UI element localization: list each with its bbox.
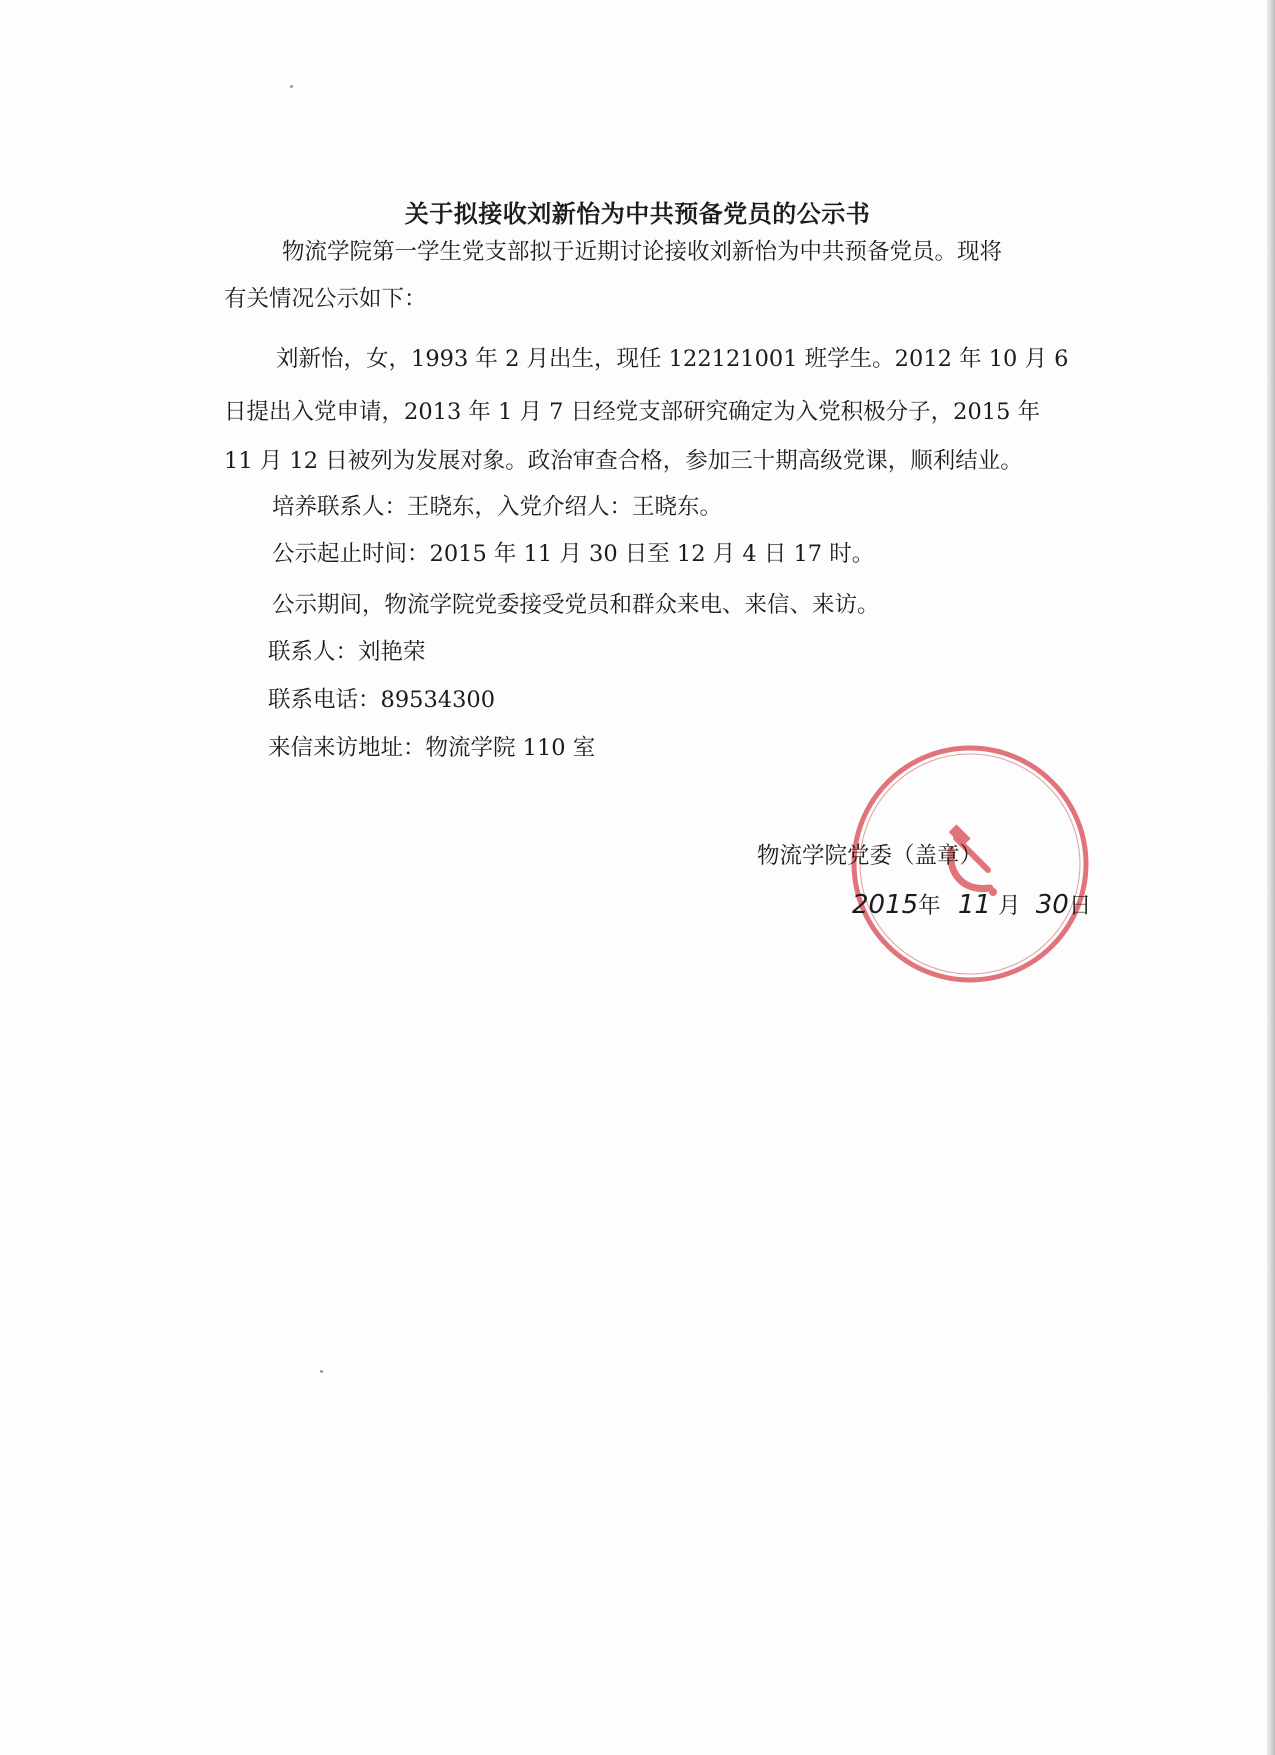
handwritten-day: 30 — [1035, 890, 1069, 920]
contact-address: 来信来访地址：物流学院 110 室 — [268, 735, 596, 761]
body-line-3: 刘新怡，女，1993 年 2 月出生，现任 122121001 班学生。2012 年 10 月 6 — [276, 346, 1069, 372]
month-suffix: 月 — [998, 893, 1021, 919]
document-title: 关于拟接收刘新怡为中共预备党员的公示书 — [404, 199, 871, 228]
contact-phone: 联系电话：89534300 — [268, 687, 496, 713]
body-line-4: 日提出入党申请，2013 年 1 月 7 日经党支部研究确定为入党积极分子，2015 年 — [224, 399, 1041, 425]
handwritten-month: 11 — [957, 890, 991, 920]
contact-person: 联系人：刘艳荣 — [268, 639, 426, 665]
body-line-1: 物流学院第一学生党支部拟于近期讨论接收刘新怡为中共预备党员。现将 — [282, 239, 1003, 265]
body-line-period: 公示起止时间：2015 年 11 月 30 日至 12 月 4 日 17 时。 — [272, 541, 875, 567]
body-line-feedback: 公示期间，物流学院党委接受党员和群众来电、来信、来访。 — [272, 592, 880, 618]
day-suffix: 日 — [1068, 893, 1092, 919]
signature-date — [852, 888, 1091, 920]
handwritten-year: 2015 — [852, 890, 919, 920]
scan-speck — [320, 1370, 323, 1373]
body-line-2: 有关情况公示如下： — [224, 286, 427, 312]
body-line-5: 11 月 12 日被列为发展对象。政治审查合格，参加三十期高级党课，顺利结业。 — [224, 448, 1023, 474]
body-line-contacts: 培养联系人：王晓东，入党介绍人：王晓东。 — [272, 494, 723, 520]
signature-organization: 物流学院党委（盖章） — [757, 843, 983, 869]
year-suffix: 年 — [918, 893, 941, 919]
scan-speck — [290, 85, 293, 88]
page-edge-shadow — [1267, 0, 1275, 1755]
